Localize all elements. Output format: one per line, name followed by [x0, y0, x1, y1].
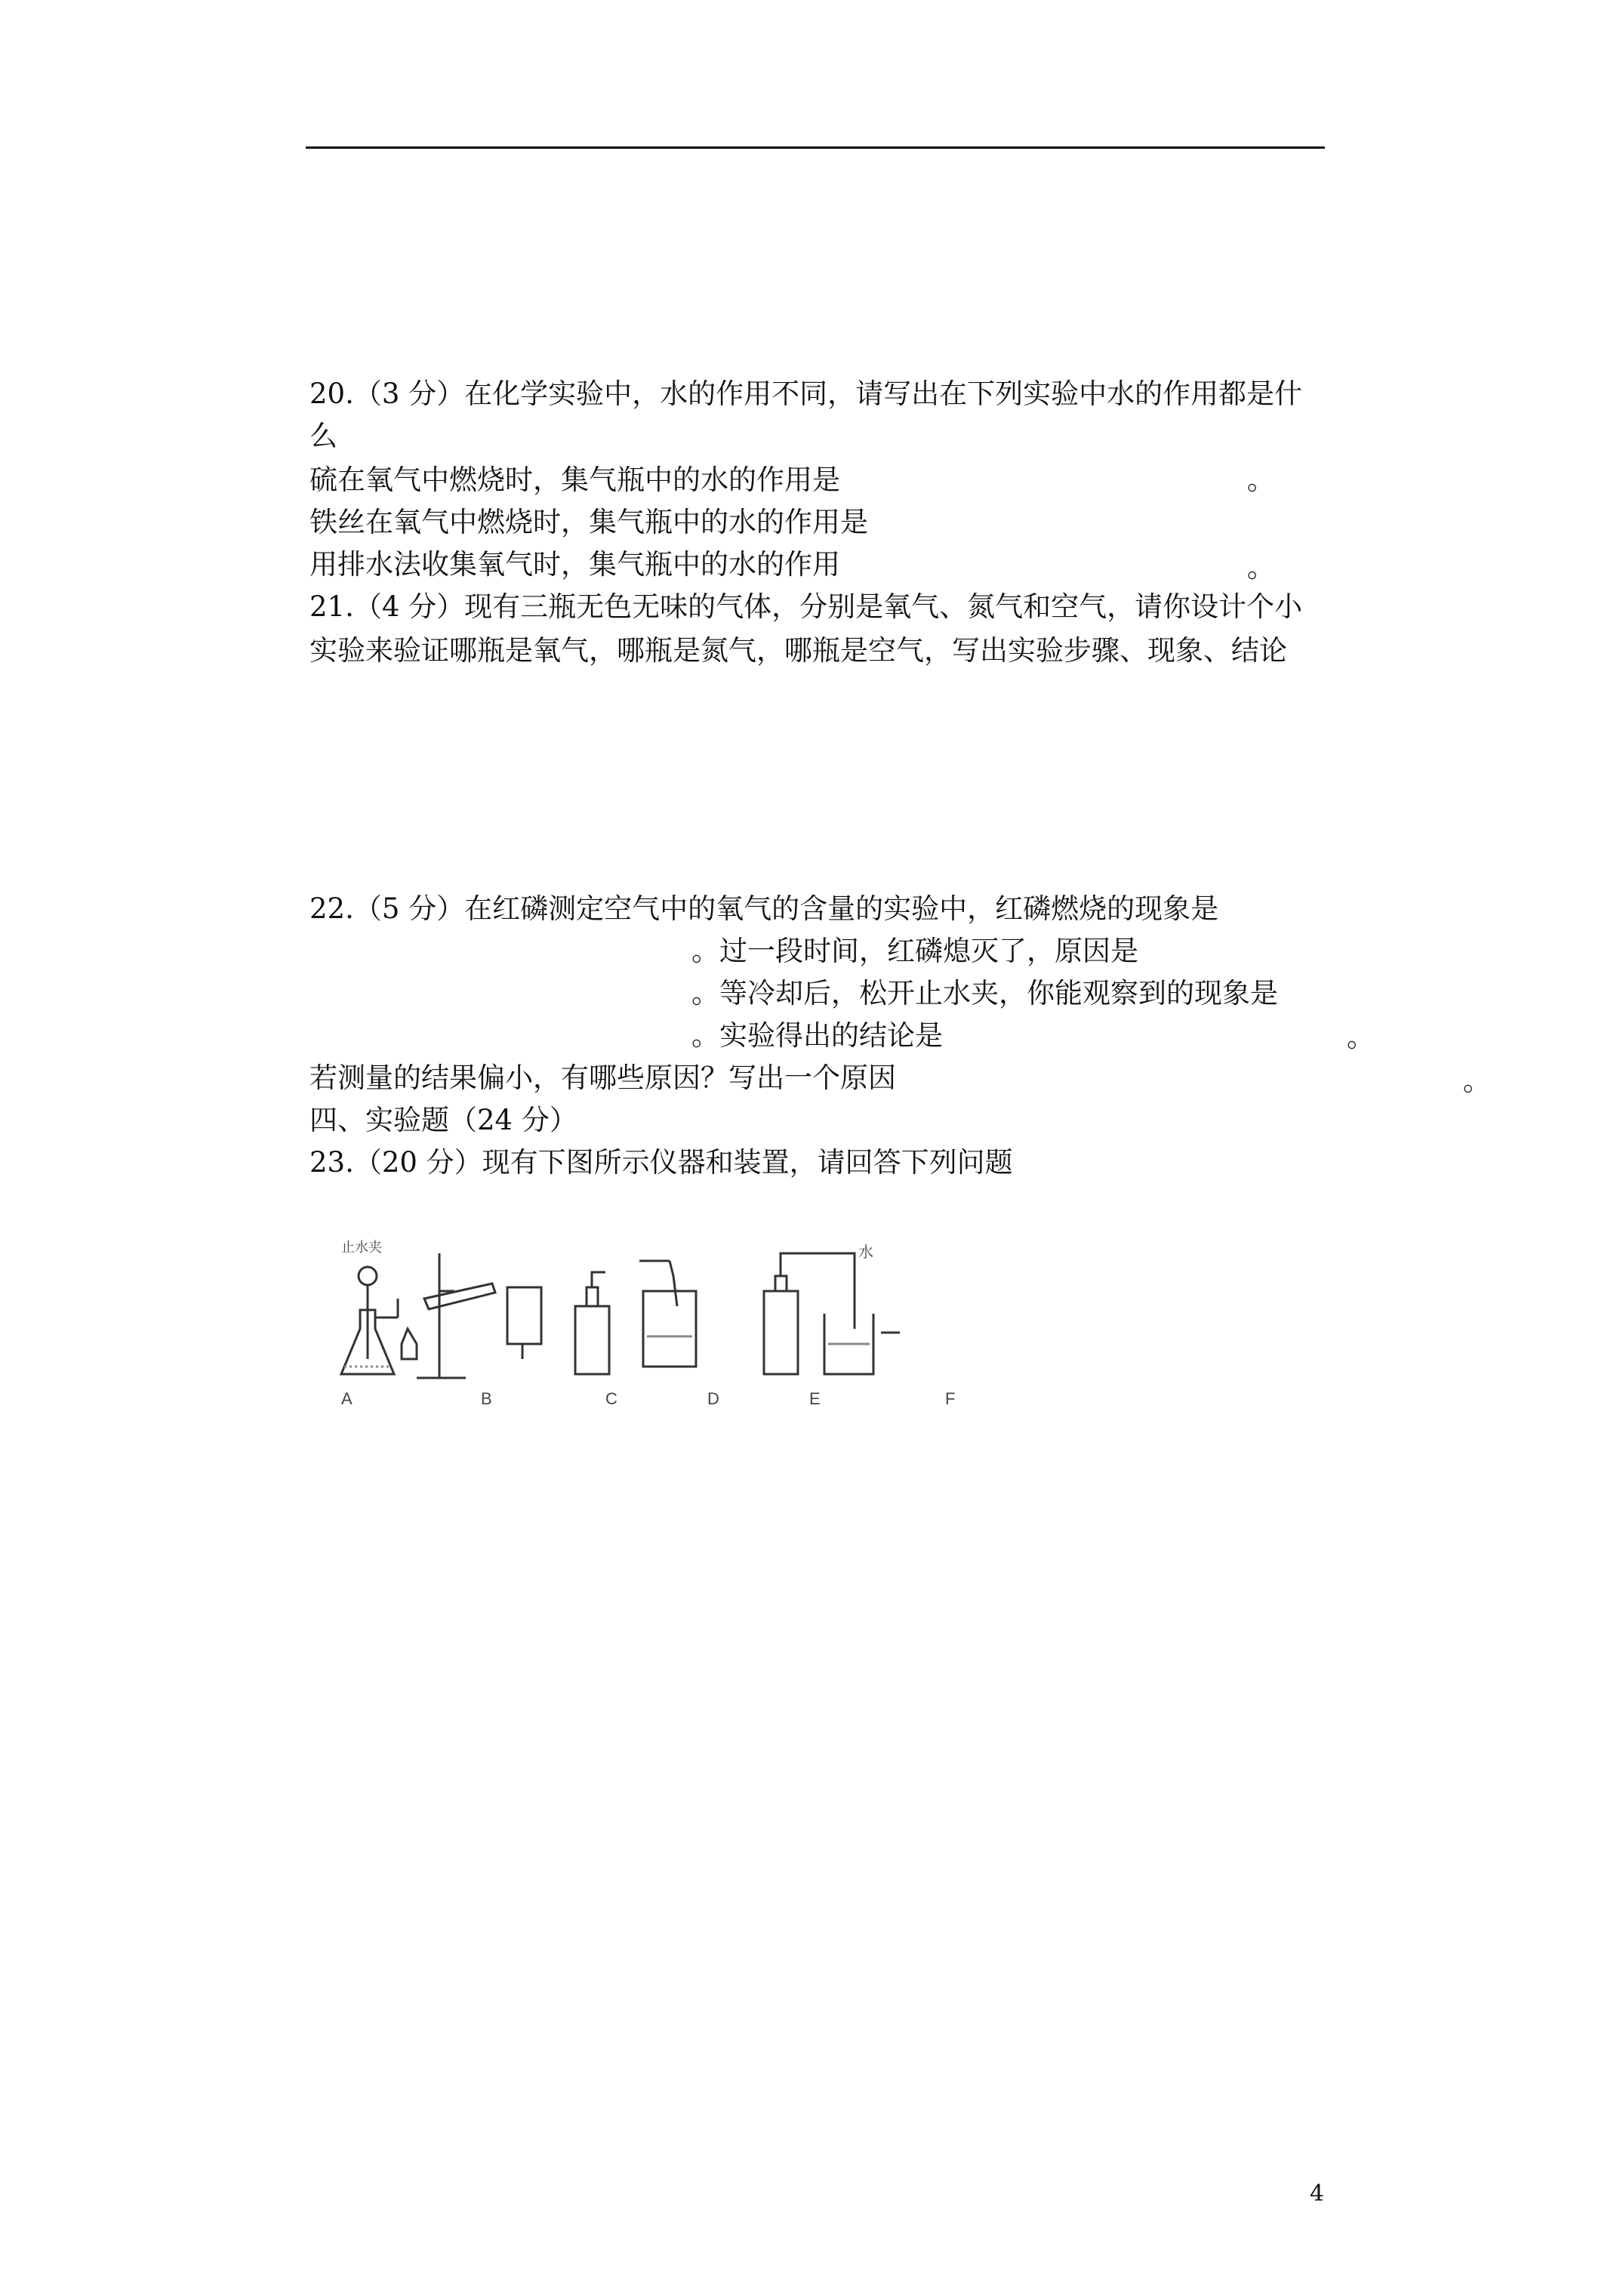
q20-line-2: 么 [310, 420, 337, 452]
q20-line-5: 用排水法收集氧气时，集气瓶中的水的作用 [310, 548, 840, 581]
q22-line-2: 。过一段时间，红磷熄灭了，原因是 [691, 935, 1138, 967]
section-4-title: 四、实验题（24 分） [310, 1104, 577, 1136]
q22-line-1: 22.（5 分）在红磷测定空气中的氧气的含量的实验中，红磷燃烧的现象是 [310, 892, 1219, 925]
label-e: E [809, 1389, 821, 1408]
clamp-label: 止水夹 [341, 1240, 382, 1255]
q20-line-4: 铁丝在氧气中燃烧时，集气瓶中的水的作用是 [310, 506, 868, 538]
q20-line-3-end: 。 [1247, 464, 1275, 496]
q22-line-3: 。等冷却后，松开止水夹，你能观察到的现象是 [691, 977, 1278, 1009]
label-f: F [945, 1389, 956, 1408]
apparatus-drawing [326, 1246, 1081, 1427]
q21-line-1: 21.（4 分）现有三瓶无色无味的气体，分别是氧气、氮气和空气，请你设计个小 [310, 590, 1303, 623]
page-number: 4 [1310, 2180, 1325, 2207]
label-c: C [605, 1389, 617, 1408]
q23-line-1: 23.（20 分）现有下图所示仪器和装置，请回答下列问题 [310, 1146, 1013, 1179]
q21-line-2: 实验来验证哪瓶是氧气，哪瓶是氮气，哪瓶是空气，写出实验步骤、现象、结论 [310, 634, 1287, 667]
water-label: 水 [858, 1244, 873, 1261]
q20-line-3: 硫在氧气中燃烧时，集气瓶中的水的作用是 [310, 464, 840, 496]
q20-line-5-end: 。 [1247, 551, 1275, 584]
q22-line-5-end: 。 [1463, 1065, 1491, 1097]
label-d: D [707, 1389, 719, 1408]
label-b: B [481, 1389, 492, 1408]
q22-line-4: 。实验得出的结论是 [691, 1019, 943, 1052]
q22-line-4-end: 。 [1347, 1021, 1375, 1053]
q20-line-1: 20.（3 分）在化学实验中，水的作用不同，请写出在下列实验中水的作用都是什 [310, 378, 1303, 410]
q22-line-5: 若测量的结果偏小，有哪些原因？写出一个原因 [310, 1062, 896, 1094]
apparatus-figure [326, 1240, 1081, 1427]
header-rule [306, 146, 1325, 149]
label-a: A [341, 1389, 353, 1408]
